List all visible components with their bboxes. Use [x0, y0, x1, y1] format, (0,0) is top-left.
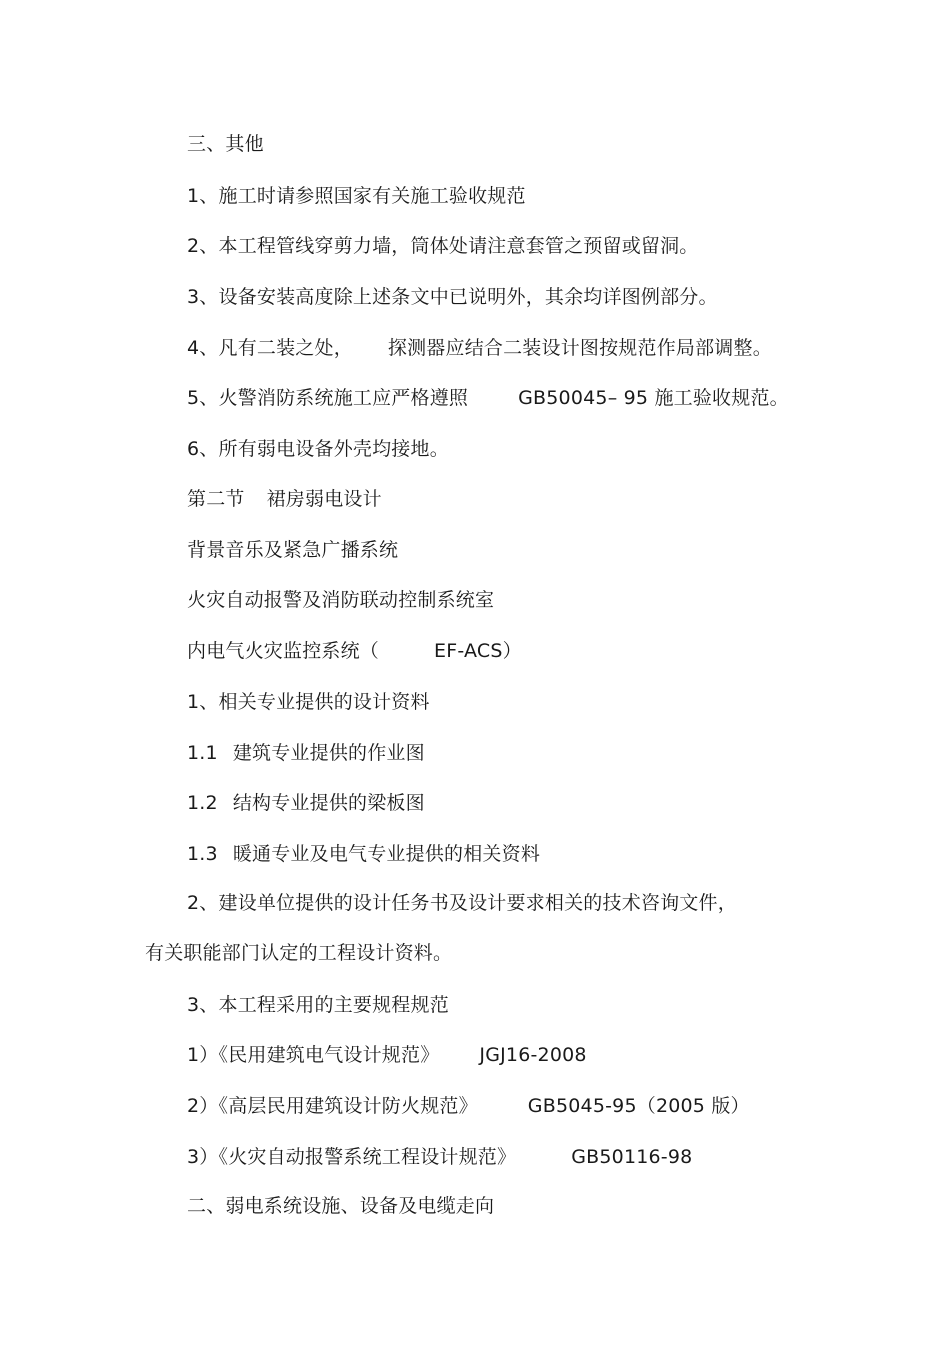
text-segment: 第二节: [187, 488, 245, 510]
subitem-1-2: [187, 791, 425, 815]
text-segment: 3、设备安装高度除上述条文中已说明外，其余均详图例部分。: [187, 286, 718, 308]
system-item-ef-acs: [187, 639, 522, 663]
system-item-background-music: [187, 538, 398, 562]
text-segment: 暖通专业及电气专业提供的相关资料: [232, 843, 541, 865]
system-item-fire-alarm: [187, 588, 494, 612]
standard-code: GB5045-95（2005 版）: [527, 1095, 750, 1117]
standard-code: JGJ16-2008: [479, 1044, 587, 1066]
paragraph-design-materials: [187, 690, 430, 714]
paragraph-item-1: [187, 184, 526, 208]
paragraph-standards: [187, 993, 449, 1017]
text-segment: 背景音乐及紧急广播系统: [187, 539, 399, 561]
text-segment: 火灾自动报警及消防联动控制系统室: [187, 589, 495, 611]
text-segment: 有关职能部门认定的工程设计资料。: [145, 942, 453, 964]
standard-title: 2）《高层民用建筑设计防火规范》: [187, 1095, 478, 1117]
section-heading-other: [187, 132, 264, 156]
text-segment: 1、相关专业提供的设计资料: [187, 691, 430, 713]
standard-item-1: [187, 1043, 587, 1067]
subitem-1-3: [187, 842, 540, 866]
paragraph-owner-materials: [187, 891, 737, 915]
standard-code: GB50116-98: [571, 1146, 693, 1168]
text-segment: 结构专业提供的梁板图: [232, 792, 425, 814]
section-heading-podium: [187, 487, 382, 511]
item-number: 1.3: [187, 843, 218, 865]
text-segment: 三、其他: [187, 133, 264, 155]
paragraph-item-5: [187, 386, 789, 410]
text-segment: EF-ACS）: [434, 640, 522, 662]
item-number: 1.1: [187, 742, 218, 764]
text-segment: 二、弱电系统设施、设备及电缆走向: [187, 1195, 495, 1217]
standard-item-3: [187, 1145, 692, 1169]
standard-title: 1）《民用建筑电气设计规范》: [187, 1044, 440, 1066]
standard-code: GB50045– 95 施工验收规范。: [518, 387, 789, 409]
text-segment: 6、所有弱电设备外壳均接地。: [187, 438, 449, 460]
paragraph-owner-materials-continued: [145, 941, 452, 965]
paragraph-item-4: [187, 336, 772, 360]
section-heading-weak-current: [187, 1194, 494, 1218]
standard-item-2: [187, 1094, 750, 1118]
text-segment: 3、本工程采用的主要规程规范: [187, 994, 449, 1016]
text-segment: 建筑专业提供的作业图: [232, 742, 425, 764]
paragraph-item-3: [187, 285, 718, 309]
text-segment: 4、凡有二装之处，: [187, 337, 353, 359]
subitem-1-1: [187, 741, 425, 765]
text-segment: 2、本工程管线穿剪力墙，筒体处请注意套管之预留或留洞。: [187, 235, 699, 257]
text-segment: 1、施工时请参照国家有关施工验收规范: [187, 185, 526, 207]
text-segment: 裙房弱电设计: [266, 488, 382, 510]
text-segment: 2、建设单位提供的设计任务书及设计要求相关的技术咨询文件，: [187, 892, 737, 914]
text-segment: 探测器应结合二装设计图按规范作局部调整。: [387, 337, 772, 359]
paragraph-item-2: [187, 234, 699, 258]
item-number: 1.2: [187, 792, 218, 814]
standard-title: 3）《火灾自动报警系统工程设计规范》: [187, 1146, 517, 1168]
text-segment: 5、火警消防系统施工应严格遵照: [187, 387, 469, 409]
text-segment: 内电气火灾监控系统（: [187, 640, 380, 662]
paragraph-item-6: [187, 437, 449, 461]
